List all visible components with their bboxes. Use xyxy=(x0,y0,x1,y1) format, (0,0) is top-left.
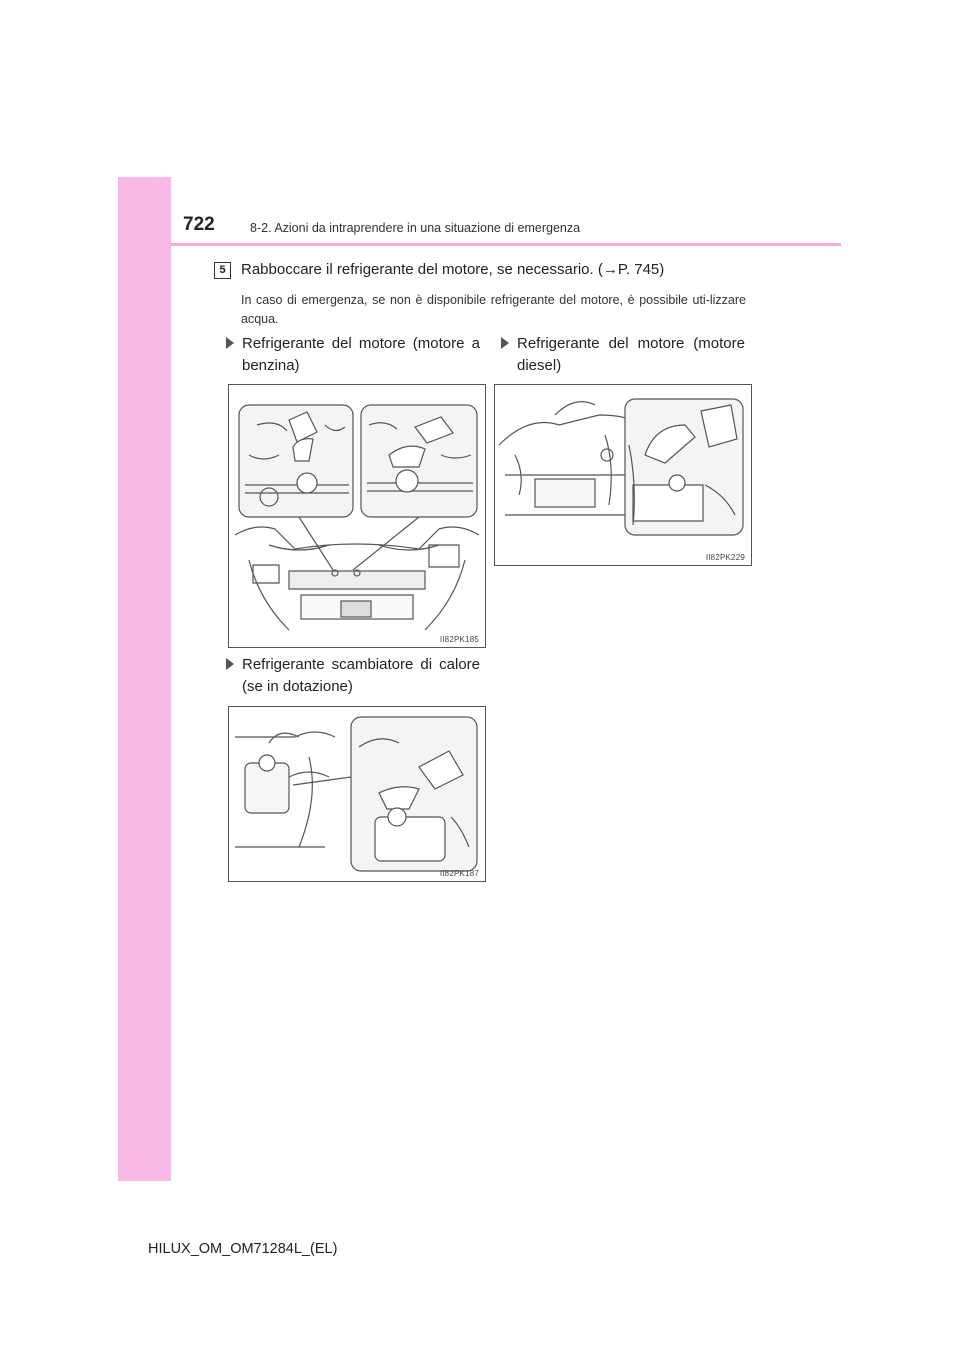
section-title: 8-2. Azioni da intraprendere in una situazione di emergenza xyxy=(250,221,581,235)
figure-id: II82PK187 xyxy=(439,869,479,878)
figure-petrol-engine-coolant xyxy=(228,384,486,648)
page-number: 722 xyxy=(183,214,215,235)
figure-id: II82PK229 xyxy=(705,553,745,562)
triangle-bullet-icon xyxy=(226,337,234,349)
engine-bay-illustration xyxy=(229,707,485,881)
triangle-bullet-icon xyxy=(501,337,509,349)
step-number-badge: 5 xyxy=(214,262,231,279)
figure-caption-petrol xyxy=(242,333,480,377)
figure-caption-text: Refrigerante scambiatore di calore (se in dotazione) xyxy=(242,656,480,695)
figure-caption-text: Refrigerante del motore (motore diesel) xyxy=(517,335,745,374)
figure-id: II82PK185 xyxy=(439,635,479,644)
figure-caption-diesel xyxy=(517,333,745,377)
figure-caption-text: Refrigerante del motore (motore a benzina) xyxy=(242,335,480,374)
engine-bay-illustration xyxy=(495,385,751,565)
triangle-bullet-icon xyxy=(226,658,234,670)
figure-caption-heat-exchanger xyxy=(242,654,480,698)
figure-diesel-engine-coolant xyxy=(494,384,752,566)
figure-heat-exchanger-coolant xyxy=(228,706,486,882)
header-rule xyxy=(171,243,841,246)
document-id-footer: HILUX_OM_OM71284L_(EL) xyxy=(148,1241,338,1257)
step-note: In caso di emergenza, se non è disponibile refrigerante del motore, è possibile uti-lizzare acqua. xyxy=(241,293,746,326)
chapter-sidebar-tab xyxy=(118,177,171,1181)
step-instruction: Rabboccare il refrigerante del motore, se necessario. (→P. 745) xyxy=(241,261,665,278)
engine-bay-illustration xyxy=(229,385,485,647)
